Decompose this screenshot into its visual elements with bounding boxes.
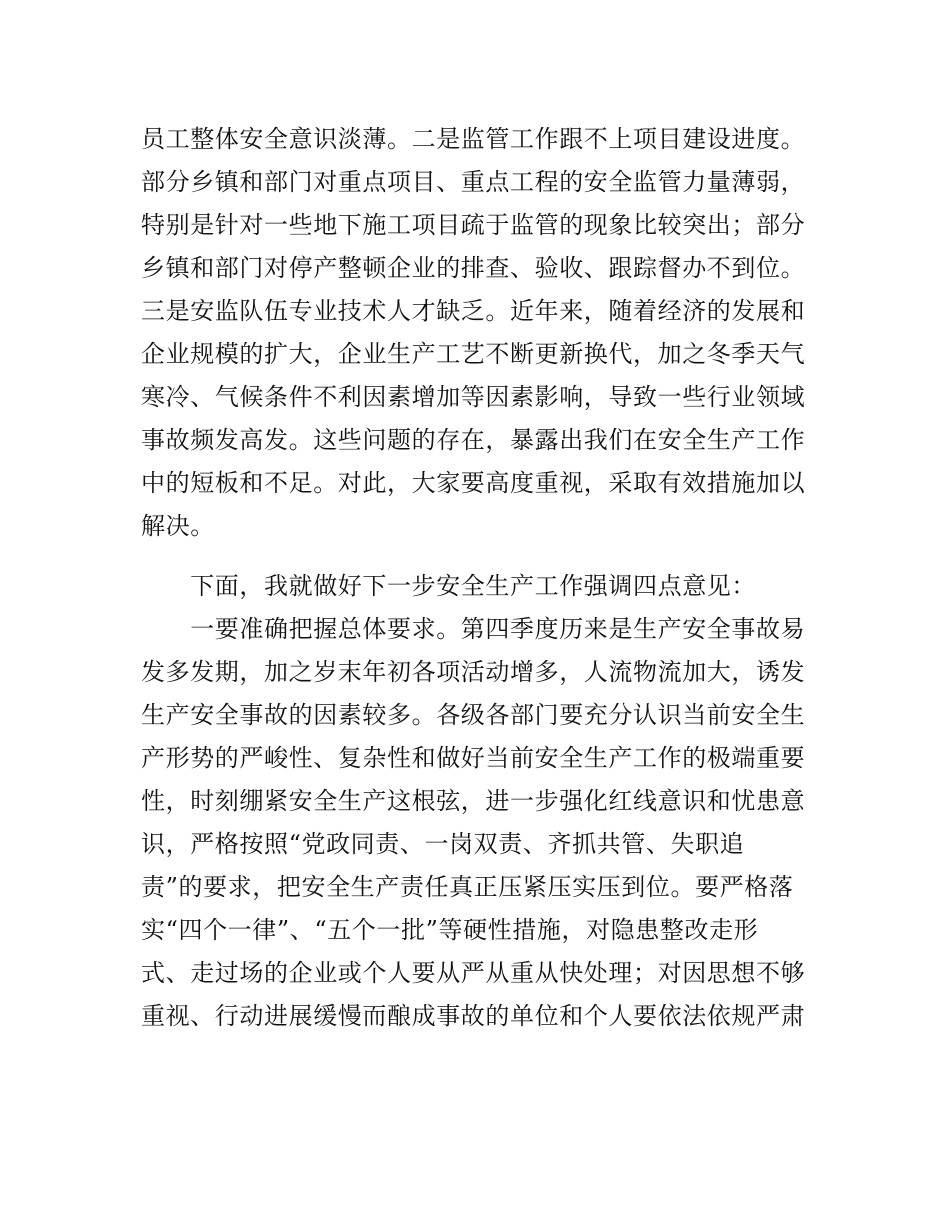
text-line: 重视、行动进展缓慢而酿成事故的单位和个人要依法依规严肃 — [141, 1002, 806, 1030]
document-body — [141, 118, 811, 1038]
text-line: 下面，我就做好下一步安全生产工作强调四点意见： — [141, 572, 756, 600]
text-line: 企业规模的扩大，企业生产工艺不断更新换代，加之冬季天气 — [141, 340, 806, 368]
text-line: 乡镇和部门对停产整顿企业的排查、验收、跟踪督办不到位。 — [141, 254, 806, 282]
text-line: 事故频发高发。这些问题的存在，暴露出我们在安全生产工作 — [141, 426, 806, 454]
text-line: 三是安监队伍专业技术人才缺乏。近年来，随着经济的发展和 — [141, 297, 806, 325]
text-line: 特别是针对一些地下施工项目疏于监管的现象比较突出；部分 — [141, 211, 806, 239]
text-line: 员工整体安全意识淡薄。二是监管工作跟不上项目建设进度。 — [141, 125, 806, 153]
paragraph-gap — [141, 548, 811, 565]
text-line: 发多发期，加之岁末年初各项活动增多，人流物流加大，诱发 — [141, 658, 806, 686]
text-line: 中的短板和不足。对此，大家要高度重视，采取有效措施加以 — [141, 469, 806, 497]
paragraph-intro — [141, 565, 811, 608]
text-line: 生产安全事故的因素较多。各级各部门要充分认识当前安全生 — [141, 701, 806, 729]
paragraph-requirement-one — [141, 608, 811, 1038]
text-line: 责”的要求，把安全生产责任真正压紧压实压到位。要严格落 — [141, 873, 794, 901]
text-line: 产形势的严峻性、复杂性和做好当前安全生产工作的极端重要 — [141, 744, 806, 772]
text-line: 实“四个一律”、“五个一批”等硬性措施，对隐患整改走形 — [141, 916, 759, 944]
text-line: 部分乡镇和部门对重点项目、重点工程的安全监管力量薄弱， — [141, 168, 806, 196]
paragraph-problems — [141, 118, 811, 548]
text-line: 识，严格按照“党政同责、一岗双责、齐抓共管、失职追 — [141, 830, 745, 858]
text-line: 式、走过场的企业或个人要从严从重从快处理；对因思想不够 — [141, 959, 806, 987]
text-line: 性，时刻绷紧安全生产这根弦，进一步强化红线意识和忧患意 — [141, 787, 806, 815]
text-line: 解决。 — [141, 512, 215, 540]
text-line: 寒冷、气候条件不利因素增加等因素影响，导致一些行业领域 — [141, 383, 806, 411]
text-line: 一要准确把握总体要求。第四季度历来是生产安全事故易 — [141, 615, 806, 643]
